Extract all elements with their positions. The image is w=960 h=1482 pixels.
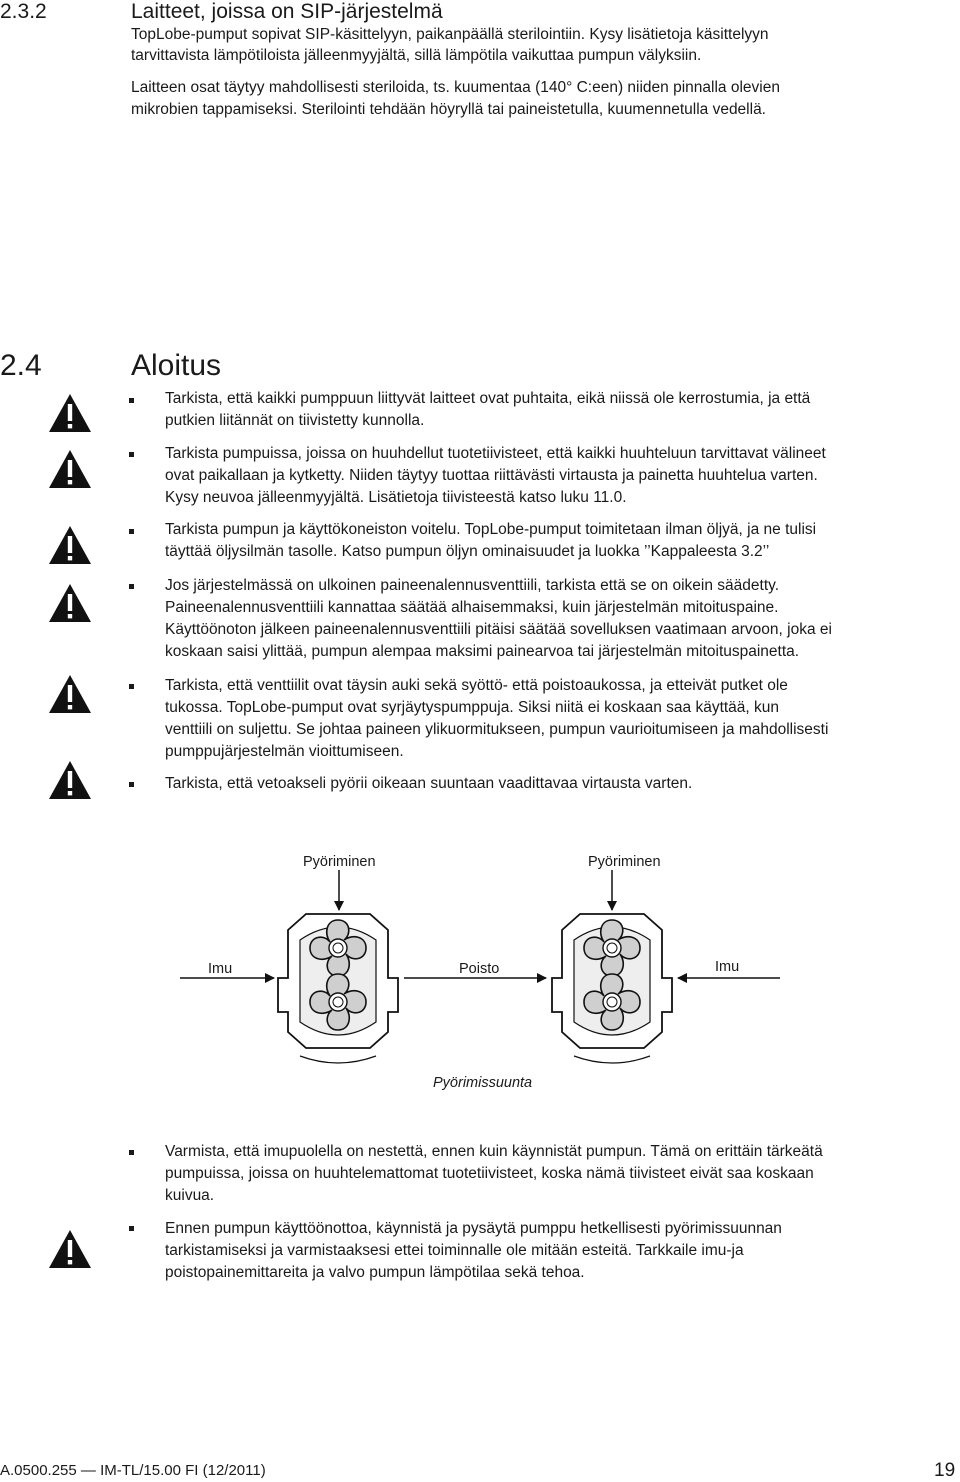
bullet-line: venttiili on suljettu. Se johtaa paineen ylikuormitukseen, pumpun vaurioitumiseen ja mahdollisesti bbox=[165, 721, 829, 738]
square-bullet bbox=[129, 452, 134, 457]
section-number: 2.4 bbox=[0, 349, 42, 382]
pump-body-right bbox=[552, 914, 672, 1048]
paragraph-line: TopLobe-pumput sopivat SIP-käsittelyyn, paikanpäällä sterilointiin. Kysy lisätietoja käsittelyyn bbox=[131, 26, 769, 43]
bullet-line: Kysy neuvoa jälleenmyyjältä. Lisätietoja tiivisteestä katso luku 11.0. bbox=[165, 489, 627, 506]
rotation-direction-caption: Pyörimissuunta bbox=[433, 1075, 533, 1091]
warning-triangle-icon bbox=[48, 583, 92, 623]
square-bullet bbox=[129, 584, 134, 589]
bullet-line: pumppujärjestelmän vioittumiseen. bbox=[165, 743, 404, 760]
direction-curve-right bbox=[574, 1056, 650, 1063]
bullet-line: Ennen pumpun käyttöönottoa, käynnistä ja pysäytä pumppu hetkellisesti pyörimissuunnan bbox=[165, 1220, 782, 1237]
square-bullet bbox=[129, 1150, 134, 1155]
warning-triangle-icon bbox=[48, 449, 92, 489]
page-number: 19 bbox=[934, 1460, 956, 1481]
bullet-line: poistopainemittareita ja valvo pumpun lämpötilaa sekä tehoa. bbox=[165, 1264, 585, 1281]
pump-rotation-diagram bbox=[180, 870, 780, 1080]
rotation-label-left: Pyöriminen bbox=[303, 854, 376, 870]
bullet-line: Käyttöönoton jälkeen paineenalennusventtiili pitäisi säätää sovelluksen vaatimaan arvoon, joka ei bbox=[165, 621, 832, 638]
document-reference: A.0500.255 — IM-TL/15.00 FI (12/2011) bbox=[0, 1462, 266, 1479]
square-bullet bbox=[129, 398, 134, 403]
bullet-line: pumpuissa, joissa on huuhtelemattomat tuotetiivisteet, koska nämä tiivisteet eivät saa koskaan bbox=[165, 1165, 814, 1182]
bullet-line: Varmista, että imupuolella on nestettä, ennen kuin käynnistät pumpun. Tämä on erittäin tärkeätä bbox=[165, 1143, 823, 1160]
inlet-label-right: Imu bbox=[715, 959, 740, 975]
warning-triangle-icon bbox=[48, 1229, 92, 1269]
inlet-label-left: Imu bbox=[208, 961, 233, 977]
bullet-line: ovat paikallaan ja kytketty. Niiden täytyy tuottaa riittävästi virtausta ja painetta huuhtelua varten. bbox=[165, 467, 818, 484]
bullet-line: täyttää öljysilmän tasolle. Katso pumpun öljyn ominaisuudet ja luokka ’’Kappaleesta 3.2’’ bbox=[165, 543, 770, 560]
bullet-line: Tarkista pumpun ja käyttökoneiston voitelu. TopLobe-pumput toimitetaan ilman öljyä, ja ne tulisi bbox=[165, 521, 817, 538]
warning-triangle-icon bbox=[48, 674, 92, 714]
rotation-label-right: Pyöriminen bbox=[588, 854, 661, 870]
square-bullet bbox=[129, 1226, 134, 1231]
paragraph-line: tarvittavista lämpötiloista jälleenmyyjältä, sillä lämpötila vaikuttaa pumpun välyksiin. bbox=[131, 47, 702, 64]
bullet-line: tukossa. TopLobe-pumput ovat syrjäytyspumppuja. Siksi niitä ei koskaan saa käyttää, kun bbox=[165, 699, 780, 716]
bullet-line: putkien liitännät on tiivistetty kunnolla. bbox=[165, 412, 425, 429]
section-title: Laitteet, joissa on SIP-järjestelmä bbox=[131, 0, 443, 23]
warning-triangle-icon bbox=[48, 525, 92, 565]
section-title: Aloitus bbox=[131, 349, 222, 382]
bullet-line: Tarkista, että kaikki pumppuun liittyvät laitteet ovat puhtaita, eikä niissä ole kerrostumia, ja että bbox=[165, 390, 811, 407]
square-bullet bbox=[129, 529, 134, 534]
bullet-line: Tarkista, että vetoakseli pyörii oikeaan suuntaan vaadittavaa virtausta varten. bbox=[165, 775, 693, 792]
square-bullet bbox=[129, 684, 134, 689]
outlet-label: Poisto bbox=[459, 961, 500, 977]
warning-triangle-icon bbox=[48, 393, 92, 433]
warning-triangle-icon bbox=[48, 760, 92, 800]
bullet-line: Tarkista, että venttiilit ovat täysin auki sekä syöttö- että poistoaukossa, ja etteivät putket ole bbox=[165, 677, 788, 694]
paragraph-line: Laitteen osat täytyy mahdollisesti steriloida, ts. kuumentaa (140° C:een) niiden pinnalla olevien bbox=[131, 79, 780, 96]
bullet-line: kuivua. bbox=[165, 1187, 215, 1204]
direction-curve-left bbox=[300, 1056, 376, 1063]
bullet-line: Jos järjestelmässä on ulkoinen paineenalennusventtiili, tarkista että se on oikein säädetty. bbox=[165, 577, 780, 594]
bullet-line: koskaan saisi ylittää, pumpun alempaa maksimi painearvoa tai järjestelmän mitoituspainetta. bbox=[165, 643, 800, 660]
bullet-line: Tarkista pumpuissa, joissa on huuhdellut tuotetiivisteet, että kaikki huuhteluun tarvittavat välineet bbox=[165, 445, 826, 462]
bullet-line: Paineenalennusventtiili kannattaa säätää alhaisemmaksi, kuin järjestelmän mitoituspaine. bbox=[165, 599, 779, 616]
square-bullet bbox=[129, 782, 134, 787]
paragraph-line: mikrobien tappamiseksi. Sterilointi tehdään höyryllä tai paineistetulla, kuumennetulla vedellä. bbox=[131, 101, 766, 118]
bullet-line: tarkistamiseksi ja varmistaaksesi ettei toiminnalle ole mitään esteitä. Tarkkaile imu-ja bbox=[165, 1242, 744, 1259]
section-number: 2.3.2 bbox=[0, 0, 47, 23]
pump-body-left bbox=[278, 914, 398, 1048]
